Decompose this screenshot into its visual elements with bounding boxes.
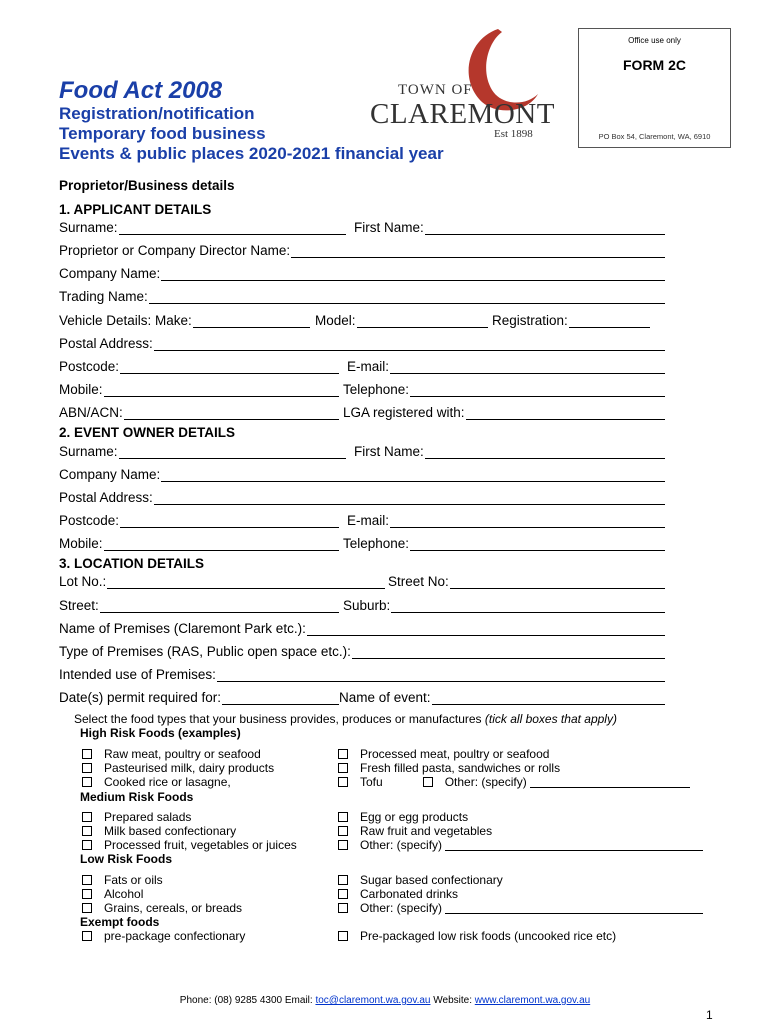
location-heading: 3. LOCATION DETAILS [59,556,204,571]
checkbox-raw-meat[interactable]: Raw meat, poultry or seafood [82,747,274,761]
checkbox-low-other[interactable]: Other: (specify) [338,901,703,915]
checkbox-processed-meat[interactable]: Processed meat, poultry or seafood [338,747,690,761]
company-label: Company Name: [59,266,161,281]
street-no-label: Street No: [388,574,449,589]
registration-field[interactable] [569,313,650,328]
office-use-box [578,28,731,148]
page-title: Food Act 2008 [59,77,223,104]
lot-row [59,571,665,589]
street-row [59,595,665,613]
vehicle-make-label: Vehicle Details: Make: [59,313,192,328]
first-name-field[interactable] [425,220,665,235]
mobile-label: Mobile: [59,382,103,397]
owner-name-row [59,441,665,459]
owner-first-name-label: First Name: [354,444,424,459]
checkbox-icon[interactable] [82,889,92,899]
checkbox-icon[interactable] [338,777,348,787]
page-number: 1 [706,1008,713,1022]
event-owner-heading: 2. EVENT OWNER DETAILS [59,425,236,440]
checkbox-icon[interactable] [338,826,348,836]
checkbox-icon[interactable] [338,840,348,850]
logo-town-of: TOWN OF [398,82,473,98]
owner-mobile-label: Mobile: [59,536,103,551]
checkbox-medium-other[interactable]: Other: (specify) [338,838,703,852]
logo-claremont: CLAREMONT [370,98,555,130]
medium-other-field[interactable] [445,839,703,851]
lot-label: Lot No.: [59,574,107,589]
intended-use-row [59,664,665,682]
checkbox-pre-packaged-low-risk[interactable]: Pre-packaged low risk foods (uncooked rice etc) [338,929,616,943]
lga-field[interactable] [466,405,665,420]
checkbox-icon[interactable] [82,763,92,773]
subtitle-registration: Registration/notification [59,104,255,123]
checkbox-icon[interactable] [82,875,92,885]
postal-label: Postal Address: [59,336,153,351]
checkbox-carbonated-drinks[interactable]: Carbonated drinks [338,887,703,901]
suburb-label: Suburb: [343,598,391,613]
dates-label: Date(s) permit required for: [59,690,222,705]
premises-name-label: Name of Premises (Claremont Park etc.): [59,621,306,636]
checkbox-high-other[interactable] [423,777,433,787]
exempt-right [338,929,616,943]
checkbox-alcohol[interactable]: Alcohol [82,887,242,901]
checkbox-grains[interactable]: Grains, cereals, or breads [82,901,242,915]
director-field[interactable] [291,243,665,258]
exempt-heading: Exempt foods [80,915,160,929]
lga-label: LGA registered with: [343,405,465,420]
subtitle-temporary: Temporary food business [59,124,266,143]
checkbox-prepared-salads[interactable]: Prepared salads [82,810,297,824]
office-use-label: Office use only [628,36,681,45]
checkbox-icon[interactable] [82,826,92,836]
owner-postcode-label: Postcode: [59,513,120,528]
owner-mobile-field[interactable] [104,536,339,551]
postcode-field[interactable] [120,359,339,374]
event-name-field[interactable] [432,690,665,705]
trading-row [59,286,665,304]
abn-row [59,402,665,420]
director-label: Proprietor or Company Director Name: [59,243,291,258]
checkbox-icon[interactable] [82,777,92,787]
checkbox-tofu[interactable]: Tofu Other: (specify) [338,775,690,789]
dates-row [59,687,665,705]
email-label: E-mail: [347,359,390,374]
lot-field[interactable] [107,574,385,589]
premises-name-field[interactable] [307,621,665,636]
medium-risk-right [338,810,703,852]
checkbox-icon[interactable] [338,931,348,941]
exempt-left [82,929,245,943]
dates-field[interactable] [222,690,339,705]
checkbox-fresh-pasta[interactable]: Fresh filled pasta, sandwiches or rolls [338,761,690,775]
owner-company-label: Company Name: [59,467,161,482]
checkbox-sugar-confectionary[interactable]: Sugar based confectionary [338,873,703,887]
telephone-label: Telephone: [343,382,410,397]
low-risk-right [338,873,703,915]
owner-telephone-label: Telephone: [343,536,410,551]
checkbox-icon[interactable] [338,763,348,773]
postcode-label: Postcode: [59,359,120,374]
medium-risk-heading: Medium Risk Foods [80,790,194,804]
footer-contact: Phone: (08) 9285 4300 Email: toc@claremont.wa.gov.au Website: www.claremont.wa.gov.au [179,995,591,1006]
owner-surname-field[interactable] [119,444,346,459]
premises-type-row [59,641,665,659]
model-label: Model: [315,313,356,328]
telephone-field[interactable] [410,382,665,397]
premises-name-row [59,618,665,636]
checkbox-milk-confectionary[interactable]: Milk based confectionary [82,824,297,838]
checkbox-processed-fruit[interactable]: Processed fruit, vegetables or juices [82,838,297,852]
high-risk-left [82,747,274,789]
premises-type-field[interactable] [352,644,665,659]
checkbox-icon[interactable] [82,749,92,759]
postcode-row [59,356,665,374]
abn-field[interactable] [124,405,339,420]
owner-email-field[interactable] [390,513,665,528]
postal-field[interactable] [154,336,665,351]
owner-postal-row [59,487,665,505]
low-risk-heading: Low Risk Foods [80,852,173,866]
subtitle-events: Events & public places 2020-2021 financial year [59,144,444,163]
owner-mobile-row [59,533,665,551]
owner-postal-field[interactable] [154,490,665,505]
suburb-field[interactable] [391,598,665,613]
owner-telephone-field[interactable] [410,536,665,551]
model-field[interactable] [357,313,488,328]
owner-company-field[interactable] [161,467,665,482]
checkbox-fats-oils[interactable]: Fats or oils [82,873,242,887]
street-label: Street: [59,598,99,613]
low-risk-left [82,873,242,915]
checkbox-icon[interactable] [82,931,92,941]
street-no-field[interactable] [450,574,665,589]
owner-postcode-field[interactable] [120,513,339,528]
abn-label: ABN/ACN: [59,405,123,420]
event-name-label: Name of event: [339,690,431,705]
director-row [59,240,665,258]
checkbox-pasteurised-milk[interactable]: Pasteurised milk, dairy products [82,761,274,775]
checkbox-icon[interactable] [338,812,348,822]
logo-est: Est 1898 [494,128,533,140]
checkbox-icon[interactable] [82,903,92,913]
surname-field[interactable] [119,220,346,235]
food-intro-note: (tick all boxes that apply) [484,712,617,726]
checkbox-raw-fruit[interactable]: Raw fruit and vegetables [338,824,703,838]
intended-use-label: Intended use of Premises: [59,667,216,682]
owner-postal-label: Postal Address: [59,490,153,505]
owner-email-label: E-mail: [347,513,390,528]
mobile-field[interactable] [104,382,339,397]
company-row [59,263,665,281]
owner-company-row [59,464,665,482]
checkbox-egg-products[interactable]: Egg or egg products [338,810,703,824]
owner-postcode-row [59,510,665,528]
checkbox-icon[interactable] [338,749,348,759]
applicant-heading: 1. APPLICANT DETAILS [59,202,212,217]
vehicle-make-field[interactable] [193,313,310,328]
mobile-row [59,379,665,397]
street-field[interactable] [100,598,339,613]
trading-field[interactable] [149,289,665,304]
medium-risk-left [82,810,297,852]
checkbox-icon[interactable] [338,889,348,899]
checkbox-cooked-rice[interactable]: Cooked rice or lasagne, [82,775,274,789]
owner-first-name-field[interactable] [425,444,665,459]
food-intro: Select the food types that your business provides, produces or manufactures (tick all boxes that apply) [74,712,617,726]
company-field[interactable] [161,266,665,281]
postal-row [59,333,665,351]
checkbox-icon[interactable] [338,875,348,885]
trading-label: Trading Name: [59,289,148,304]
high-other-field[interactable] [530,776,690,788]
applicant-name-row [59,217,665,235]
premises-type-label: Type of Premises (RAS, Public open space etc.): [59,644,351,659]
owner-surname-label: Surname: [59,444,118,459]
high-risk-heading: High Risk Foods (examples) [80,726,241,740]
surname-label: Surname: [59,220,118,235]
first-name-label: First Name: [354,220,424,235]
registration-label: Registration: [492,313,568,328]
checkbox-icon[interactable] [338,903,348,913]
proprietor-heading: Proprietor/Business details [59,178,235,193]
footer-email-link[interactable]: toc@claremont.wa.gov.au [315,995,431,1006]
checkbox-icon[interactable] [82,812,92,822]
email-field[interactable] [390,359,665,374]
high-risk-right [338,747,690,789]
form-number: FORM 2C [623,57,686,73]
footer-website-link[interactable]: www.claremont.wa.gov.au [474,995,591,1006]
vehicle-row [59,310,665,328]
town-logo [370,24,555,144]
po-box: PO Box 54, Claremont, WA, 6910 [598,132,711,141]
checkbox-pre-package-confectionary[interactable]: pre-package confectionary [82,929,245,943]
checkbox-icon[interactable] [82,840,92,850]
intended-use-field[interactable] [217,667,665,682]
low-other-field[interactable] [445,902,703,914]
